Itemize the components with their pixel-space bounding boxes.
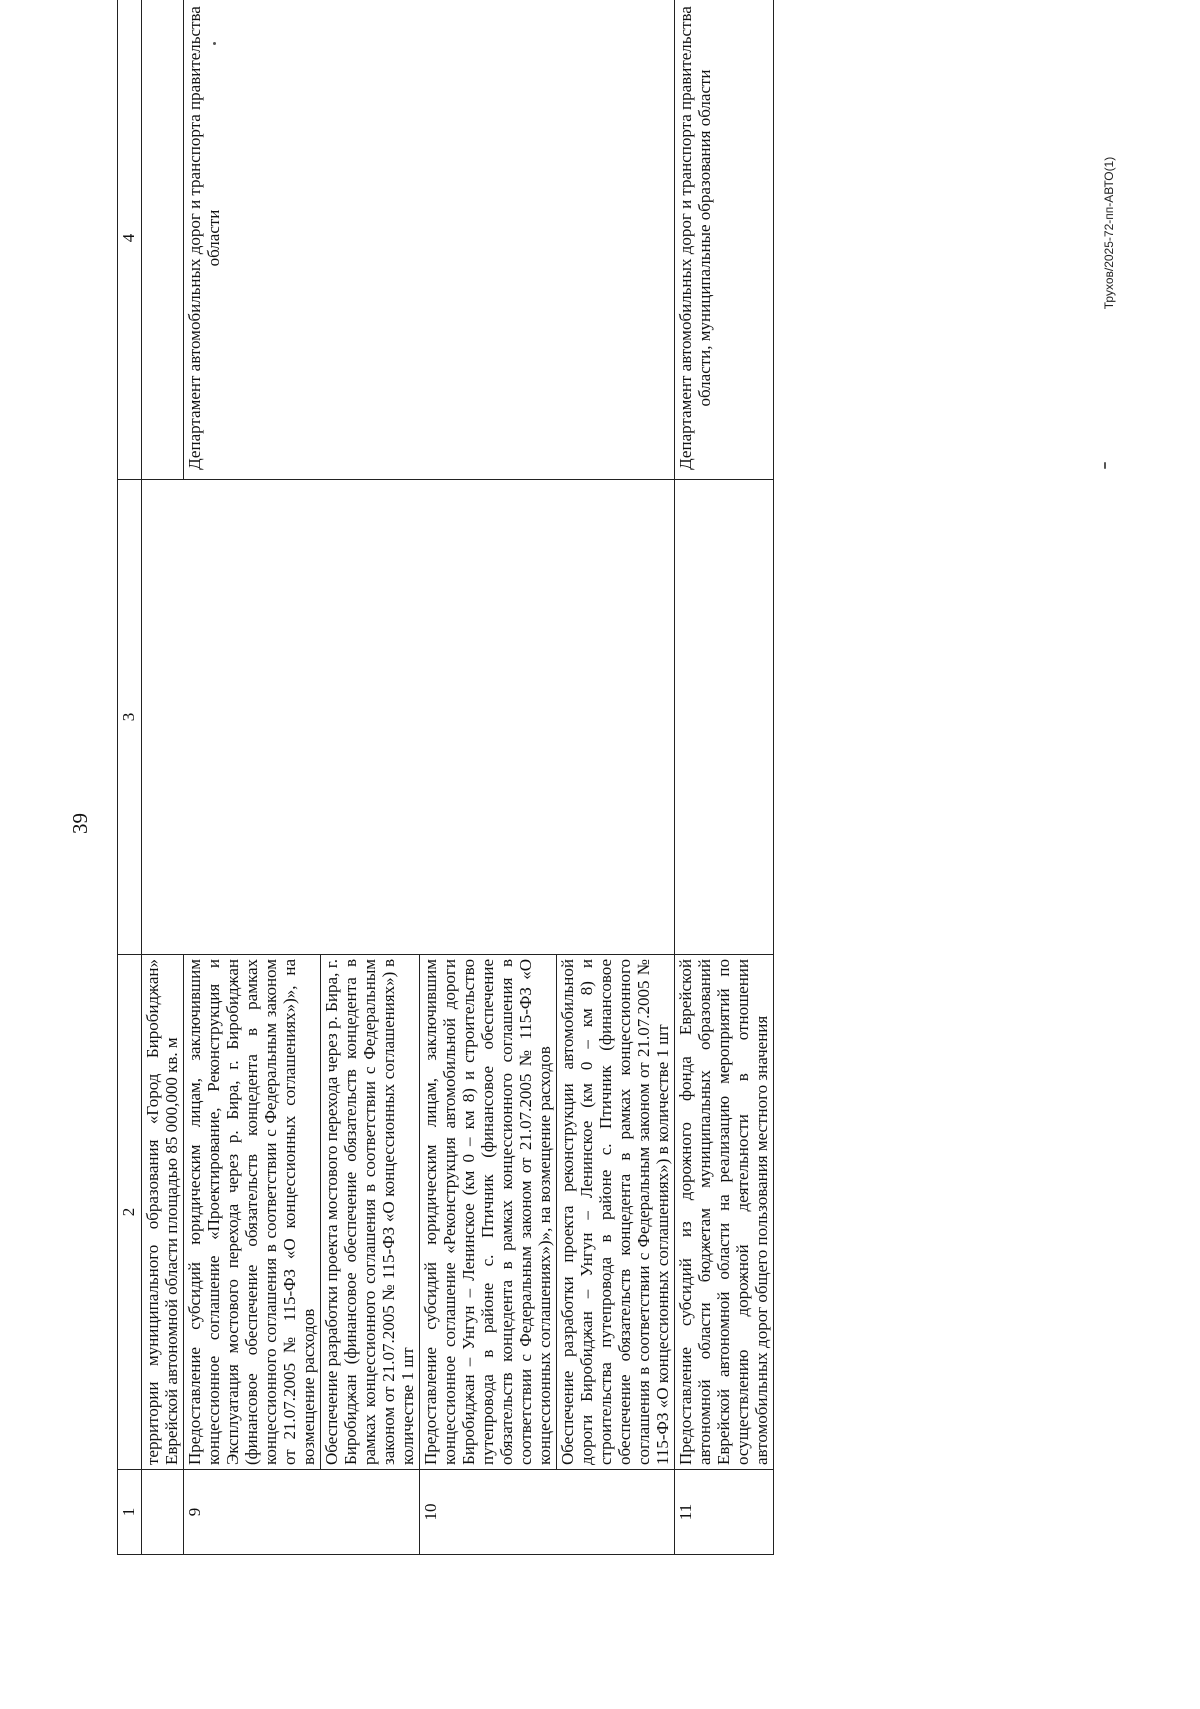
- table-header-row: [118, 0, 142, 1555]
- row-description: Обеспечение разработки проекта мостового перехода через р. Бира, г. Биробиджан (финансовое обеспечение обязательств концедента в рамках концессионного соглашения в соответствии с Федеральным законом от 21.07.2005 № 115-ФЗ «О концессионных соглашениях») в количестве 1 шт: [321, 955, 420, 1470]
- table-row: [675, 0, 774, 1555]
- rotated-table-container: [117, 0, 1107, 1555]
- row-description: территории муниципального образования «Город Биробиджан» Еврейской автономной области площадью 85 000,000 кв. м: [142, 955, 184, 1470]
- row-deadline: [142, 480, 675, 955]
- row-number: 10: [420, 1470, 675, 1555]
- row-description: Предоставление субсидий юридическим лицам, заключившим концессионное соглашение «Реконструкция автомобильной дороги Биробиджан – Унгун – Ленинское (км 0 – км 8) и строительство путепровода в районе с. Птичник (финансовое обеспечение обязательств концедента в рамках концессионного соглашения в соответствии с Федеральным законом от 21.07.2005 № 115-ФЗ «О концессионных соглашениях»)», на возмещение расходов: [420, 955, 557, 1470]
- activities-table: [117, 0, 774, 1555]
- row-responsible: Департамент автомобильных дорог и транспорта правительства области, муниципальные образования области: [675, 0, 774, 480]
- header-col-1: 1: [118, 1470, 142, 1555]
- row-description: Предоставление субсидий юридическим лицам, заключившим концессионное соглашение «Проектирование, Реконструкция и Эксплуатация мостового перехода через р. Бира, г. Биробиджан (финансовое обеспечение обязательств концедента в рамках концессионного соглашения в соответствии с Федеральным законом от 21.07.2005 № 115-ФЗ «О концессионных соглашениях»)», на возмещение расходов: [184, 955, 321, 1470]
- document-code: Трухов/2025-72-пп-АВТО(1): [1102, 156, 1116, 310]
- header-col-4: 4: [118, 0, 142, 480]
- header-col-3: 3: [118, 480, 142, 955]
- row-number: 9: [184, 1470, 420, 1555]
- row-description: Предоставление субсидий из дорожного фонда Еврейской автономной области бюджетам муниципальных образований Еврейской автономной области на реализацию мероприятий по осуществлению дорожной деятельности в отношении автомобильных дорог общего пользования местного значения: [675, 955, 774, 1470]
- row-responsible: Департамент автомобильных дорог и транспорта правительства области: [184, 0, 675, 480]
- row-number: 11: [675, 1470, 774, 1555]
- page-number: 39: [68, 813, 92, 834]
- table-row: [142, 0, 184, 1555]
- header-col-2: 2: [118, 955, 142, 1470]
- row-deadline: [675, 480, 774, 955]
- row-description: Обеспечение разработки проекта реконструкции автомобильной дороги Биробиджан – Унгун – Ленинское (км 0 – км 8) и строительства путепровода в районе с. Птичник (финансовое обеспечение обязательств концедента в рамках концессионного соглашения в соответствии с Федеральным законом от 21.07.2005 № 115-ФЗ «О концессионных соглашениях») в количестве 1 шт: [557, 955, 675, 1470]
- row-number: [142, 1470, 184, 1555]
- row-responsible: [142, 0, 184, 480]
